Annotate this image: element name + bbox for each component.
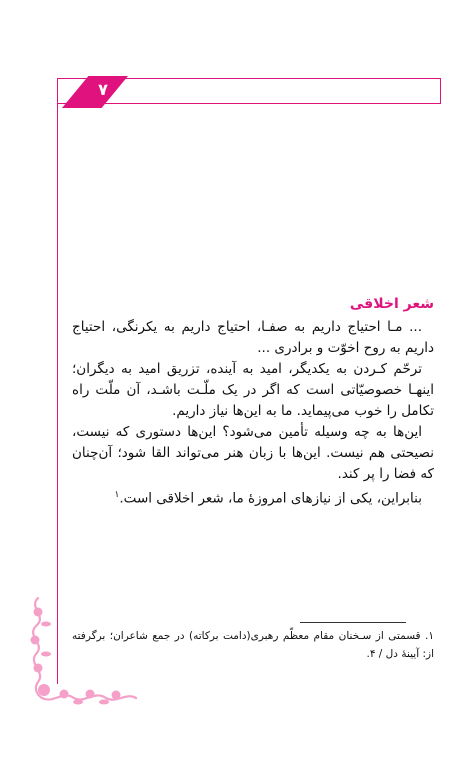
paragraph-3: این‌ها به چه وسیله تأمین می‌شود؟ این‌ها دستوری که نیست، نصیحتی هم نیست. این‌ها با زبان هنر می‌تواند القا شود؛ آن‌چنان که فضا را پر کند. <box>72 424 434 482</box>
main-text <box>72 294 434 510</box>
paragraph-2: ترحّم کـردن به یکدیگر، امید به آینده، تزریق امید به دیگران؛ اینهـا خصوصیّاتی است که اگر در یک ملّـت باشـد، آن ملّت راه تکامل را خوب می‌پیماید. ما به این‌ها نیاز داریم. <box>72 361 434 419</box>
floral-ornament-icon <box>24 594 140 706</box>
paragraph-4 <box>72 485 434 510</box>
page-number: ۷ <box>98 80 108 99</box>
paragraph-4-text: بنابراین، یکی از نیازهای امروزهٔ ما، شعر اخلاقی است. <box>119 490 422 507</box>
section-heading: شعر اخلاقی <box>349 296 434 312</box>
footnote-marker: ۱ <box>114 490 120 500</box>
footnote-divider <box>300 622 406 623</box>
paragraph-1: ... مـا احتیاج داریم به صفـا، احتیاج داریم به یکرنگی، احتیاج داریم به روح اخوّت و برادری ... <box>72 319 434 356</box>
footnote-text: ۱. قسمتی از سـخنان مقام معظّم رهبری(دامت برکاته) در جمع شاعران؛ برگرفته از: آیینهٔ دل / ۴. <box>72 630 434 660</box>
